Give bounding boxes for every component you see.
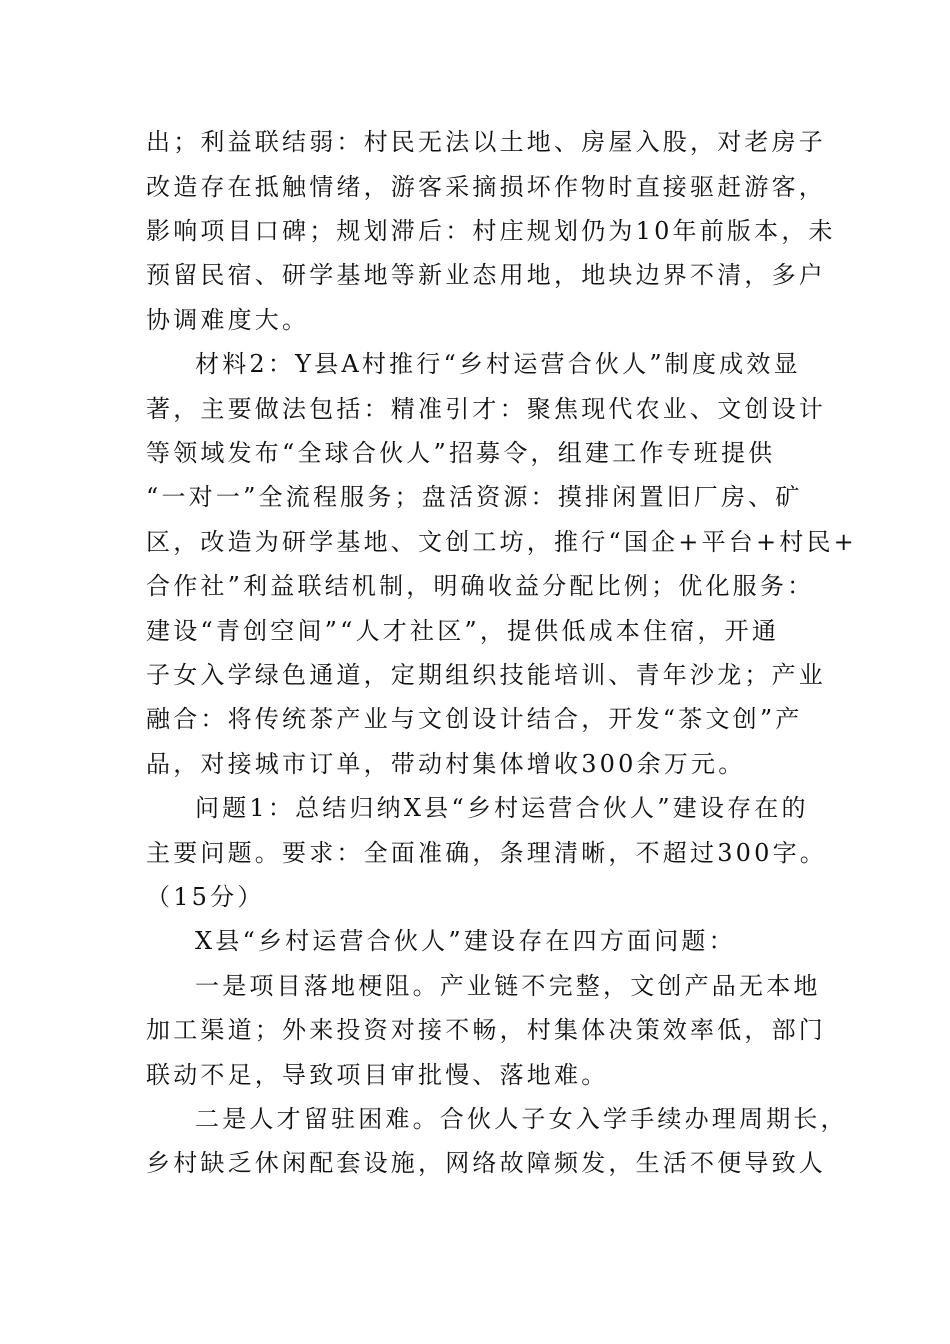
text-line: 一是项目落地梗阻。产业链不完整，文创产品无本地: [195, 972, 821, 1000]
text-line: 二是人才留驻困难。合伙人子女入学手续办理周期长，: [195, 1105, 848, 1133]
text-line: 影响项目口碑；规划滞后：村庄规划仍为10年前版本，未: [146, 217, 836, 245]
text-line: （15分）: [146, 883, 265, 911]
text-line: 协调难度大。: [146, 306, 310, 334]
text-line: 等领域发布“全球合伙人”招募令，组建工作专班提供: [146, 439, 776, 467]
text-line: 材料2：Y县A村推行“乡村运营合伙人”制度成效显: [195, 350, 801, 378]
text-line: 著，主要做法包括：精准引才：聚焦现代农业、文创设计: [146, 395, 826, 423]
text-line: 出；利益联结弱：村民无法以土地、房屋入股，对老房子: [146, 128, 826, 156]
text-line: 乡村缺乏休闲配套设施，网络故障频发，生活不便导致人: [146, 1149, 826, 1177]
text-line: 改造存在抵触情绪，游客采摘损坏作物时直接驱赶游客，: [146, 173, 826, 201]
text-line: 合作社”利益联结机制，明确收益分配比例；优化服务：: [146, 572, 815, 600]
text-line: 建设“青创空间”“人才社区”，提供低成本住宿，开通: [146, 617, 780, 645]
text-line: 预留民宿、研学基地等新业态用地，地块边界不清，多户: [146, 261, 826, 289]
text-line: 问题1：总结归纳X县“乡村运营合伙人”建设存在的: [195, 794, 809, 822]
text-line: X县“乡村运营合伙人”建设存在四方面问题：: [195, 927, 736, 955]
text-line: 加工渠道；外来投资对接不畅，村集体决策效率低，部门: [146, 1016, 826, 1044]
text-line: “一对一”全流程服务；盘活资源：摸排闲置旧厂房、矿: [146, 483, 803, 511]
text-line: 融合：将传统茶产业与文创设计结合，开发“茶文创”产: [146, 705, 803, 733]
text-line: 主要问题。要求：全面准确，条理清晰，不超过300字。: [146, 839, 828, 867]
text-line: 区，改造为研学基地、文创工坊，推行“国企+平台+村民+: [146, 528, 857, 556]
text-line: 子女入学绿色通道，定期组织技能培训、青年沙龙；产业: [146, 661, 826, 689]
text-line: 联动不足，导致项目审批慢、落地难。: [146, 1061, 609, 1089]
text-line: 品，对接城市订单，带动村集体增收300余万元。: [146, 750, 746, 778]
